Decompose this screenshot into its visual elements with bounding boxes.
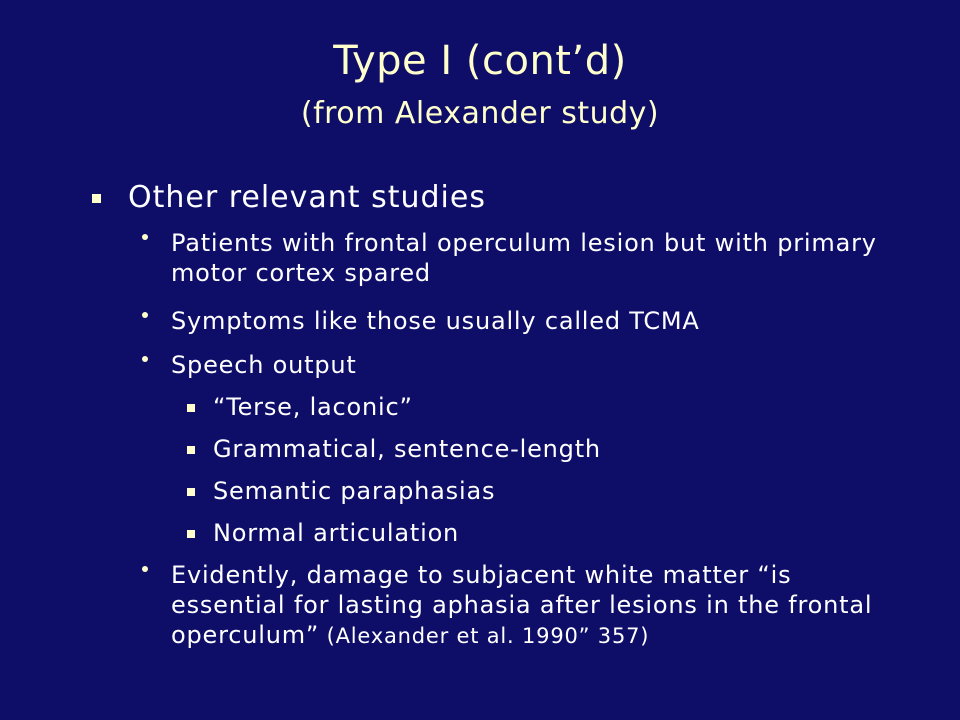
bullet-text: [171, 560, 891, 651]
square-bullet-icon: [187, 446, 195, 454]
quote-text: Evidently, damage to subjacent white matter “is essential for lasting aphasia after lesions in the frontal operculum”: [171, 561, 873, 649]
square-bullet-icon: [187, 530, 195, 538]
sub-bullet-text: “Terse, laconic”: [213, 393, 413, 421]
dot-bullet-icon: [142, 566, 148, 572]
bullet-text: Patients with frontal operculum lesion but with primary motor cortex spared: [171, 229, 877, 287]
bullet-level1-text: Other relevant studies: [128, 180, 486, 215]
dot-bullet-icon: [142, 356, 148, 362]
citation: (Alexander et al. 1990” 357): [319, 624, 650, 648]
sub-bullet-text: Grammatical, sentence-length: [213, 435, 601, 463]
bullet-text: Speech output: [171, 351, 357, 379]
dot-bullet-icon: [142, 234, 148, 240]
square-bullet-icon: [92, 194, 101, 203]
square-bullet-icon: [187, 404, 195, 412]
slide-subtitle: (from Alexander study): [300, 96, 660, 131]
sub-bullet-text: Normal articulation: [213, 519, 460, 547]
dot-bullet-icon: [142, 312, 148, 318]
slide-title: Type I (cont’d): [333, 38, 627, 84]
sub-bullet-text: Semantic paraphasias: [213, 477, 496, 505]
bullet-text: Symptoms like those usually called TCMA: [171, 307, 700, 335]
square-bullet-icon: [187, 488, 195, 496]
